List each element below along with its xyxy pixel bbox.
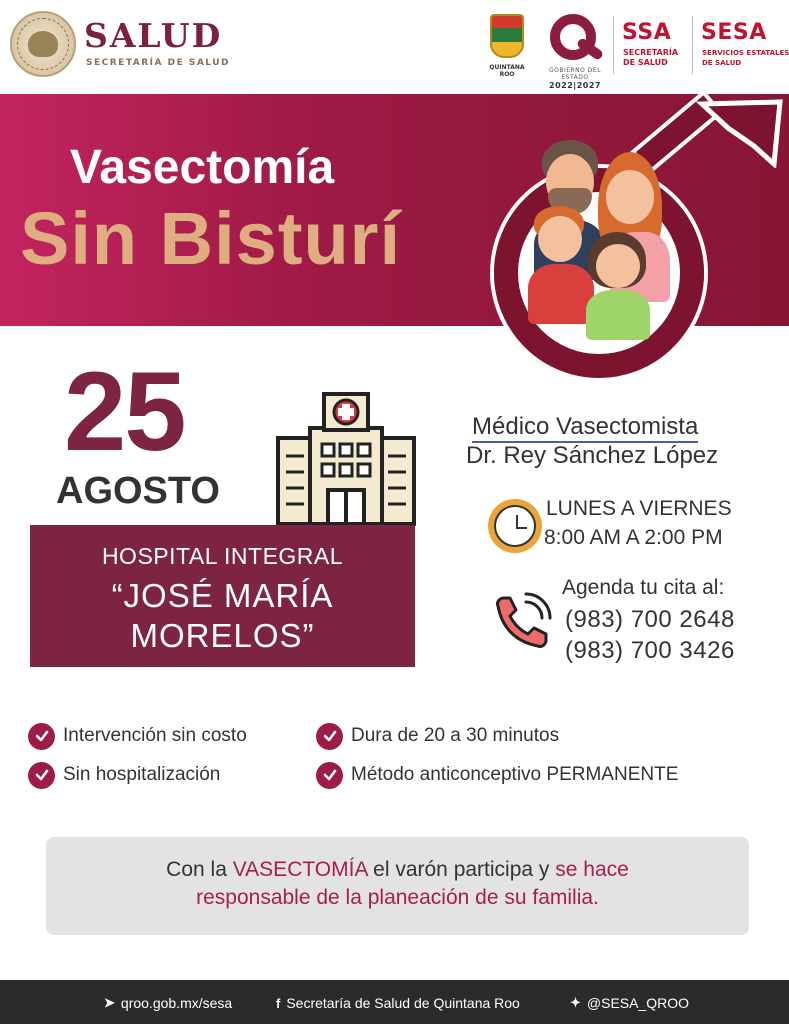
hospital-icon bbox=[276, 390, 416, 526]
check-icon bbox=[28, 723, 55, 750]
footer-website-text: qroo.gob.mx/sesa bbox=[120, 995, 233, 1011]
message-box bbox=[46, 837, 749, 935]
clock-icon bbox=[488, 499, 542, 553]
schedule-days: LUNES A VIERNES bbox=[546, 497, 732, 520]
government-caption-text: GOBIERNO DEL ESTADO bbox=[548, 67, 602, 81]
message-line2: responsable de la planeación de su familia. bbox=[196, 886, 599, 909]
brand-title: SALUD bbox=[84, 16, 223, 55]
benefit-item bbox=[28, 722, 247, 750]
government-period: 2022|2027 bbox=[549, 81, 601, 90]
facebook-icon: f bbox=[276, 995, 281, 1011]
message-line1 bbox=[46, 856, 749, 884]
page-header bbox=[0, 0, 789, 92]
hero-title-line1: Vasectomía bbox=[70, 141, 335, 194]
benefit-text: Sin hospitalización bbox=[63, 764, 221, 785]
clock-face bbox=[494, 505, 536, 547]
appointment-label: Agenda tu cita al: bbox=[562, 576, 725, 599]
hero-title-line2: Sin Bisturí bbox=[20, 197, 402, 280]
government-q-logo-icon bbox=[546, 14, 604, 64]
clock-minute-hand bbox=[517, 527, 527, 529]
cursor-icon: ➤ bbox=[104, 995, 115, 1010]
benefit-text: Método anticonceptivo PERMANENTE bbox=[351, 764, 679, 785]
hospital-type: HOSPITAL INTEGRAL bbox=[101, 543, 344, 569]
twitter-icon: ✦ bbox=[570, 995, 581, 1010]
family-illustration bbox=[520, 140, 680, 340]
eagle-icon bbox=[28, 31, 58, 57]
message-highlight: se hace bbox=[555, 858, 629, 881]
message-text: Con la bbox=[166, 858, 233, 881]
quintana-roo-shield-icon bbox=[490, 14, 524, 58]
schedule-hours: 8:00 AM A 2:00 PM bbox=[544, 526, 723, 549]
header-divider bbox=[613, 16, 614, 74]
check-icon bbox=[316, 762, 343, 789]
footer-facebook-text: Secretaría de Salud de Quintana Roo bbox=[286, 995, 520, 1011]
sesa-logo-subtitle: SERVICIOS ESTATALES DE SALUD bbox=[702, 49, 789, 67]
phone-number-1[interactable]: (983) 700 2648 bbox=[565, 606, 735, 633]
phone-number-2[interactable]: (983) 700 3426 bbox=[565, 637, 735, 664]
girl-face bbox=[596, 244, 640, 288]
ssa-logo-subtitle: SECRETARÍA DE SALUD bbox=[623, 48, 679, 67]
hospital-name: “JOSÉ MARÍA MORELOS” bbox=[111, 577, 334, 654]
benefit-item bbox=[28, 761, 220, 789]
ssa-logo-title: SSA bbox=[622, 20, 672, 45]
message-highlight: VASECTOMÍA bbox=[232, 858, 368, 881]
hospital-name-box bbox=[30, 525, 415, 667]
sesa-logo-title: SESA bbox=[701, 20, 767, 45]
event-day: 25 bbox=[64, 349, 185, 474]
national-seal-icon bbox=[10, 11, 76, 77]
male-symbol-arrow-icon bbox=[688, 98, 784, 168]
benefit-text: Dura de 20 a 30 minutos bbox=[351, 725, 560, 746]
phone-icon bbox=[490, 592, 552, 654]
footer-website[interactable] bbox=[104, 995, 232, 1011]
footer-twitter[interactable] bbox=[570, 995, 689, 1011]
check-icon bbox=[28, 762, 55, 789]
benefit-text: Intervención sin costo bbox=[63, 725, 247, 746]
state-label: QUINTANA ROO bbox=[489, 64, 525, 78]
benefit-item bbox=[316, 722, 559, 750]
footer-facebook[interactable] bbox=[276, 995, 520, 1011]
message-text: el varón participa y bbox=[367, 858, 556, 881]
doctor-name: Dr. Rey Sánchez López bbox=[466, 442, 719, 469]
mother-face bbox=[606, 170, 654, 224]
doctor-role: Médico Vasectomista bbox=[472, 413, 698, 443]
boy-body bbox=[528, 264, 594, 324]
event-month: AGOSTO bbox=[56, 470, 220, 512]
footer-twitter-text: @SESA_QROO bbox=[586, 995, 690, 1011]
girl-body bbox=[586, 290, 650, 340]
page-footer bbox=[0, 980, 789, 1024]
government-caption bbox=[540, 67, 610, 90]
check-icon bbox=[316, 723, 343, 750]
benefit-item bbox=[316, 761, 678, 789]
header-divider bbox=[692, 16, 693, 74]
boy-face bbox=[538, 216, 582, 262]
brand-subtitle: SECRETARÍA DE SALUD bbox=[86, 58, 230, 68]
